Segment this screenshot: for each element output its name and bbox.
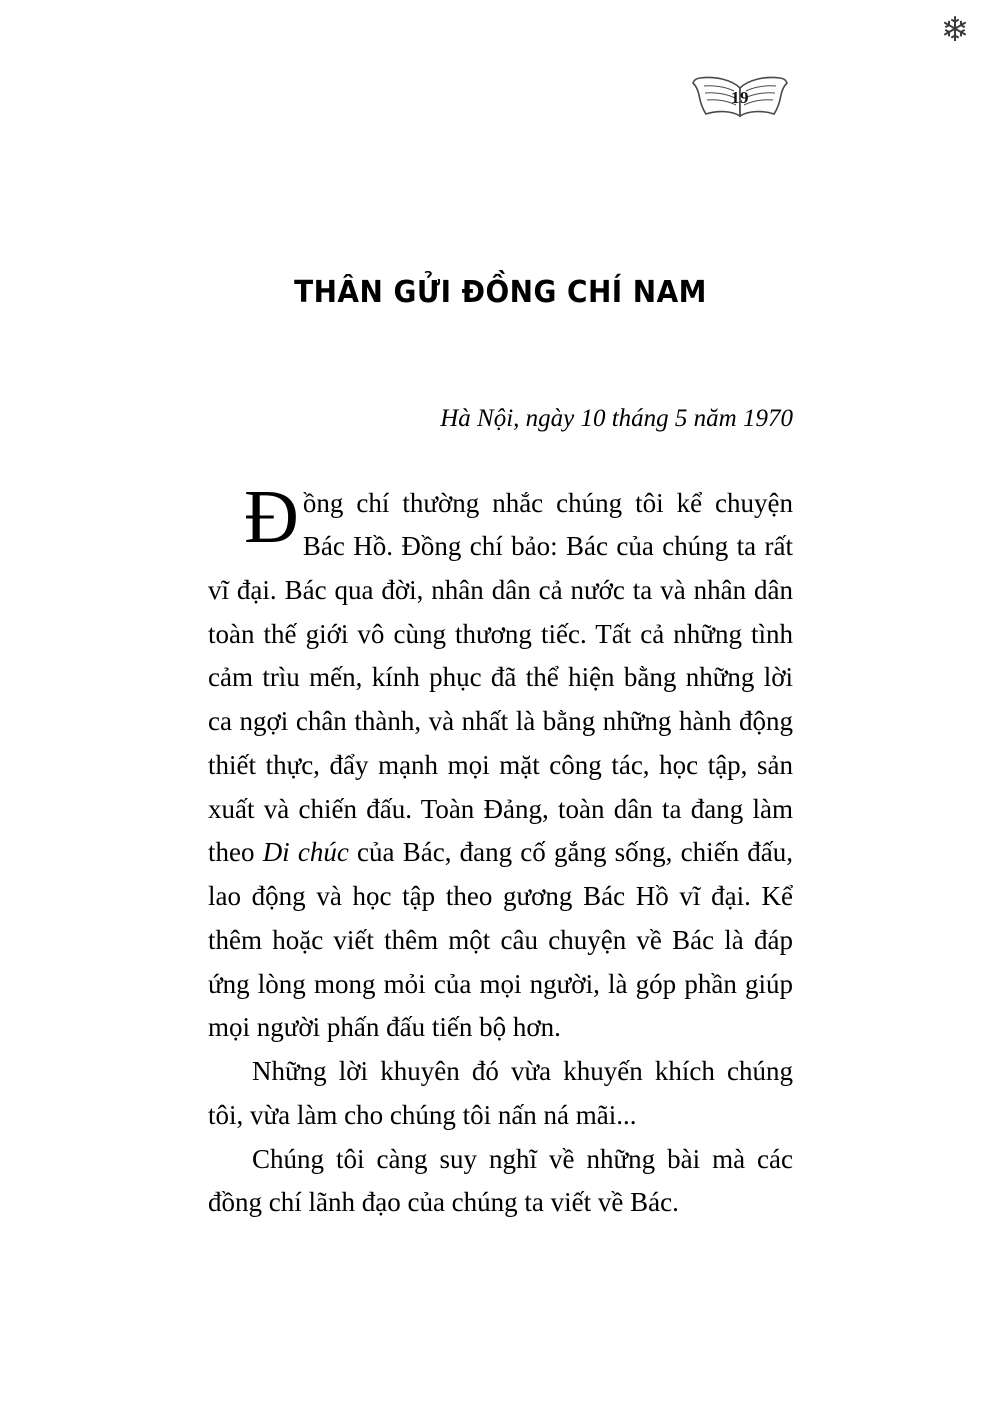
paragraph-1-text-after: của Bác, đang cố gắng sống, chiến đấu, lao động và học tập theo gương Bác Hồ vĩ đại. Kể thêm hoặc viết thêm một câu chuyện về Bác là đáp ứng lòng mong mỏi của mọi người, là góp phần giúp mọi người phấn đấu tiến bộ hơn. bbox=[208, 837, 794, 1043]
page-number: 19 bbox=[731, 88, 749, 107]
paragraph-1-italic: Di chúc bbox=[262, 837, 349, 868]
paragraph-2: Những lời khuyên đó vừa khuyến khích chúng tôi, vừa làm cho chúng tôi nấn ná mãi... bbox=[208, 1056, 793, 1130]
paragraph-1-text: ồng chí thường nhắc chúng tôi kể chuyện Bác Hồ. Đồng chí bảo: Bác của chúng ta rất vĩ đại. Bác qua đời, nhân dân cả nước ta và nhân dân toàn thế giới vô cùng thương tiếc. Tất cả những tình cảm trìu mến, kính phục đã thể hiện bằng những lời ca ngợi chân thành, và nhất là bằng những hành động thiết thực, đẩy mạnh mọi mặt công tác, học tập, sản xuất và chiến đấu. Toàn Đảng, toàn dân ta đang làm theo bbox=[208, 487, 793, 868]
page-content bbox=[208, 275, 793, 1225]
paragraph-1 bbox=[208, 474, 794, 1051]
page-header bbox=[0, 70, 1000, 140]
drop-cap: Đ bbox=[244, 474, 299, 559]
body-text bbox=[208, 474, 794, 1225]
paragraph-3: Chúng tôi càng suy nghĩ về những bài mà các đồng chí lãnh đạo của chúng ta viết về Bác. bbox=[208, 1143, 793, 1218]
dateline: Hà Nội, ngày 10 tháng 5 năm 1970 bbox=[440, 405, 793, 432]
snowflake-ornament: ❄ bbox=[940, 12, 970, 49]
page-title: THÂN GỬI ĐỒNG CHÍ NAM bbox=[294, 275, 707, 310]
